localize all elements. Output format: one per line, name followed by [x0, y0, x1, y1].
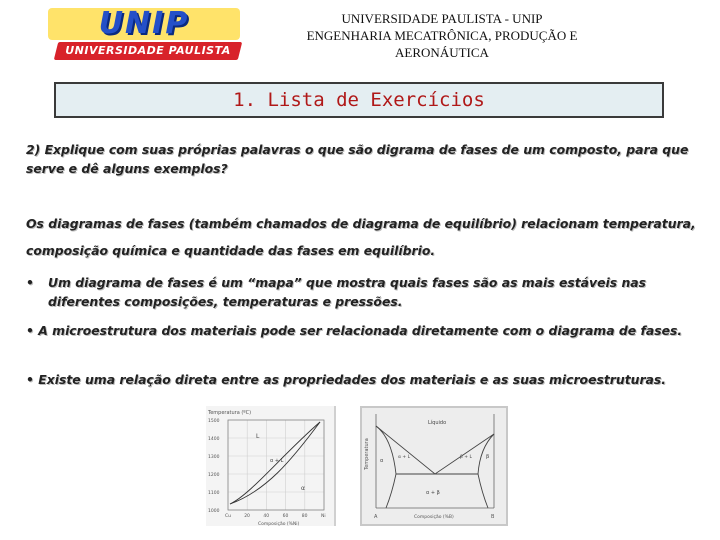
fig1-y-tick-label: 1200 [208, 473, 220, 478]
fig2-region-liquid: Líquido [428, 420, 447, 426]
institution-line-2: ENGENHARIA MECATRÔNICA, PRODUÇÃO E [306, 28, 578, 43]
fig2-beta-solvus [478, 474, 488, 508]
question-text: 2) Explique com suas próprias palavras o que são digrama de fases de um composto, para que serve e dê alguns exemplos? [26, 142, 689, 176]
bullet-text: Existe uma relação direta entre as propriedades dos materiais e as suas microestruturas. [38, 372, 666, 387]
unip-logo [48, 8, 240, 58]
bullet-marker: • [26, 372, 34, 387]
bullet-item-3 [26, 370, 696, 389]
fig2-region-alpha: α [380, 458, 384, 464]
fig2-region-alpha-beta: α + β [426, 490, 440, 496]
fig2-liquidus-line [376, 426, 494, 474]
bullet-item-1 [26, 273, 696, 311]
fig1-x-tick-label: 20 [244, 514, 250, 519]
fig1-y-tick-label: 1500 [208, 419, 220, 424]
bullet-item-2 [26, 321, 696, 340]
fig2-xlabel: Composição (%B) [414, 515, 454, 520]
title-box [54, 82, 664, 118]
fig1-ylabel: Temperatura (ºC) [208, 410, 252, 416]
bullet-text: A microestrutura dos materiais pode ser relacionada diretamente com o diagrama de fases. [38, 323, 683, 338]
fig1-x-tick-label: 80 [301, 514, 308, 519]
page-title: 1. Lista de Exercícios [233, 89, 485, 111]
phase-diagram-eutectic [360, 406, 508, 526]
fig2-ylabel: Temperatura [364, 438, 370, 470]
fig1-y-tick-label: 1300 [208, 455, 220, 460]
fig1-region-liquid: L [256, 433, 260, 440]
fig1-x-tick-label: Cu [225, 514, 231, 519]
phase-diagram-cu-ni [206, 406, 336, 526]
logo-subtitle: UNIVERSIDADE PAULISTA [65, 44, 231, 57]
fig1-xlabel: Composição (%Ni) [258, 522, 300, 526]
institution-header [262, 10, 622, 61]
fig1-x-tick-label: 40 [263, 514, 270, 519]
institution-line-1: UNIVERSIDADE PAULISTA - UNIP [341, 11, 543, 26]
fig2-alpha-solidus [376, 426, 396, 474]
fig1-region-alpha-liquid: α + L [270, 458, 284, 464]
bullet-text: Um diagrama de fases é um “mapa” que mostra quais fases são as mais estáveis nas diferentes composições, temperaturas e pressões. [48, 275, 647, 309]
fig1-x-tick-label: Ni [321, 514, 326, 519]
fig2-region-beta: β [486, 454, 490, 460]
bullet-marker: • [26, 323, 34, 338]
institution-line-3: AERONÁUTICA [395, 45, 489, 60]
logo-ribbon [54, 42, 242, 60]
fig2-region-alpha-liquid: α + L [398, 455, 411, 460]
fig2-end-b: B [491, 514, 495, 520]
fig1-region-alpha: α [301, 485, 305, 492]
fig1-y-tick-label: 1400 [208, 437, 220, 442]
bullet-marker: • [26, 275, 34, 290]
fig2-region-beta-liquid: β + L [460, 455, 473, 460]
intro-paragraph: Os diagramas de fases (também chamados de diagrama de equilíbrio) relacionam temperatura, composição química e quantidade das fases em equilíbrio. [26, 216, 696, 258]
fig1-plot-frame [228, 420, 324, 510]
fig2-alpha-solvus [386, 474, 396, 508]
logo-brand: UNIP [48, 8, 240, 40]
fig1-x-tick-label: 60 [282, 514, 289, 519]
fig1-y-tick-label: 1000 [208, 509, 220, 514]
fig2-end-a: A [374, 514, 378, 520]
fig1-y-tick-label: 1100 [208, 491, 220, 496]
